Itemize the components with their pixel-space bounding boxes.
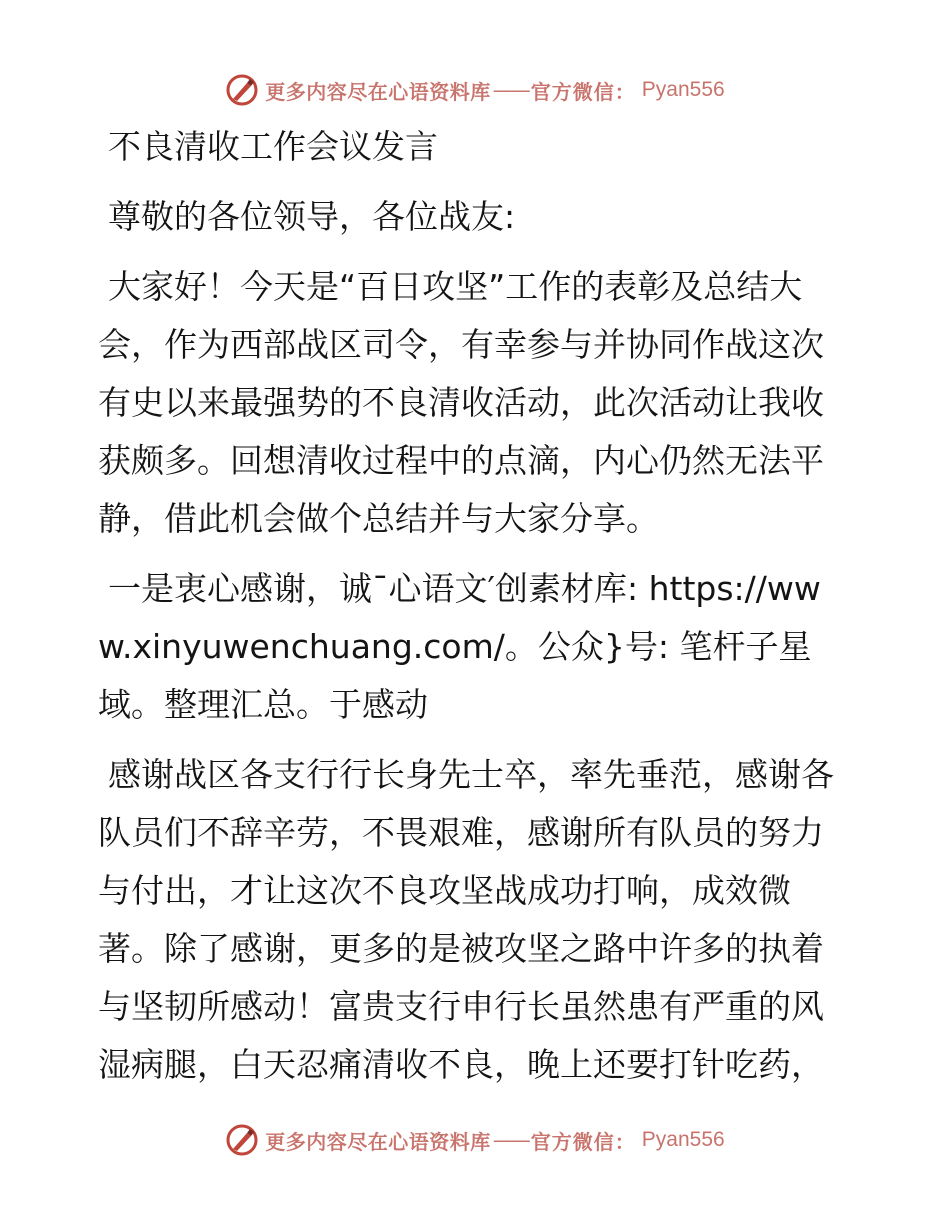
watermark-wechat-label: 官方微信： [530,1129,636,1154]
paragraph-opening: 大家好！今天是“百日攻坚”工作的表彰及总结大会，作为西部战区司令，有幸参与并协同作战这次有史以来最强势的不良清收活动，此次活动让我收获颇多。回想清收过程中的点滴，内心仍然无法平静，借此机会做个总结并与大家分享。 [98,267,824,538]
salutation: 尊敬的各位领导，各位战友: [108,197,516,236]
paragraph-thanks-heading: 一是衷心感谢，诚¯心语文′创素材库: https://www.xinyuwenchuang.com/。公众}号: 笔杆子星域。整理汇总。于感动 [98,569,821,724]
watermark-dash: —— [492,1128,529,1152]
watermark-wechat-id: Pyan556 [641,78,725,101]
document-title: 不良清收工作会议发言 [108,127,438,166]
watermark-wechat-id: Pyan556 [641,1128,725,1151]
document-body [98,118,850,1106]
watermark-main-text: 更多内容尽在心语资料库 [265,1129,491,1154]
paragraph-thanks-body: 感谢战区各支行行长身先士卒，率先垂范，感谢各队员们不辞辛劳，不畏艰难，感谢所有队员的努力与付出，才让这次不良攻坚战成功打响，成效微著。除了感谢，更多的是被攻坚之路中许多的执着与坚韧所感动！富贵支行申行长虽然患有严重的风湿病腿，白天忍痛清收不良，晚上还要打针吃药， [98,755,834,1084]
pen-logo-icon [225,1123,259,1157]
header-watermark [0,70,950,110]
watermark-wechat-label: 官方微信： [530,79,636,104]
watermark-dash: —— [492,78,529,102]
pen-logo-icon [225,73,259,107]
footer-watermark [0,1120,950,1160]
watermark-main-text: 更多内容尽在心语资料库 [265,79,491,104]
